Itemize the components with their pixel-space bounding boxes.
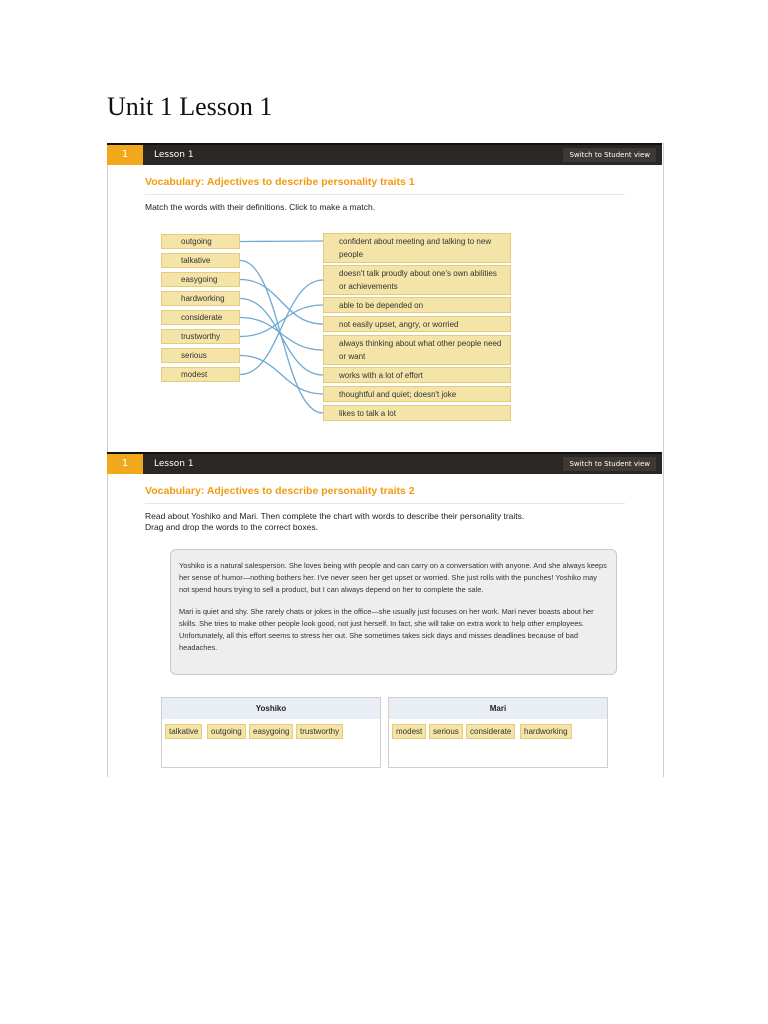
reading-passage — [170, 549, 617, 675]
exercise-number: 1 — [107, 145, 143, 165]
box-heading: Mari — [389, 698, 607, 719]
exercise-instruction — [145, 511, 524, 533]
match-definition[interactable]: works with a lot of effort — [323, 367, 511, 383]
drag-word-chip[interactable]: considerate — [466, 724, 515, 739]
match-word[interactable]: outgoing — [161, 234, 240, 249]
title-divider — [145, 503, 625, 504]
match-word[interactable]: trustworthy — [161, 329, 240, 344]
match-word[interactable]: hardworking — [161, 291, 240, 306]
match-definition[interactable]: likes to talk a lot — [323, 405, 511, 421]
match-definition[interactable]: doesn't talk proudly about one's own abilities or achievements — [323, 265, 511, 295]
drag-word-chip[interactable]: serious — [429, 724, 463, 739]
match-line — [240, 305, 323, 337]
instruction-line: Read about Yoshiko and Mari. Then complete the chart with words to describe their personality traits. — [145, 511, 525, 521]
lesson-header-bar-2 — [107, 452, 662, 474]
exercise-number: 1 — [107, 454, 143, 474]
exercise-title: Vocabulary: Adjectives to describe personality traits 1 — [145, 176, 415, 188]
instruction-line: Drag and drop the words to the correct boxes. — [145, 522, 318, 532]
match-definition[interactable]: able to be depended on — [323, 297, 511, 313]
match-word[interactable]: considerate — [161, 310, 240, 325]
box-heading: Yoshiko — [162, 698, 380, 719]
match-definition[interactable]: confident about meeting and talking to new people — [323, 233, 511, 263]
drag-word-chip[interactable]: trustworthy — [296, 724, 343, 739]
mari-drop-box[interactable] — [388, 697, 608, 768]
match-word[interactable]: modest — [161, 367, 240, 382]
match-line — [240, 241, 323, 242]
match-line — [240, 299, 323, 376]
drag-word-chip[interactable]: modest — [392, 724, 426, 739]
switch-to-student-view-button[interactable]: Switch to Student view — [563, 457, 656, 471]
document-title: Unit 1 Lesson 1 — [107, 92, 273, 121]
drag-word-chip[interactable]: talkative — [165, 724, 202, 739]
match-definition[interactable]: thoughtful and quiet; doesn't joke — [323, 386, 511, 402]
drag-word-chip[interactable]: outgoing — [207, 724, 246, 739]
match-word[interactable]: serious — [161, 348, 240, 363]
match-line — [240, 356, 323, 395]
drag-word-chip[interactable]: hardworking — [520, 724, 572, 739]
match-word[interactable]: talkative — [161, 253, 240, 268]
match-definition[interactable]: not easily upset, angry, or worried — [323, 316, 511, 332]
exercise-instruction: Match the words with their definitions. Click to make a match. — [145, 202, 376, 212]
lesson-label: Lesson 1 — [154, 150, 194, 160]
match-word[interactable]: easygoing — [161, 272, 240, 287]
match-line — [240, 280, 323, 375]
passage-paragraph: Yoshiko is a natural salesperson. She loves being with people and can carry on a conversation with anyone. And she always keeps her sense of humor—nothing bothers her. I've never seen her get upset or worried. She just rolls with the punches! Yoshiko may not spend hours trying to sell a product, but I can always depend on her to complete the sale. — [179, 561, 607, 595]
switch-to-student-view-button[interactable]: Switch to Student view — [563, 148, 656, 162]
drag-word-chip[interactable]: easygoing — [249, 724, 293, 739]
lesson-label: Lesson 1 — [154, 459, 194, 469]
passage-paragraph: Mari is quiet and shy. She rarely chats or jokes in the office—she usually just focuses on her work. Mari never boasts about her skills. She tries to make other people look good, not just herself. In fact, she will take on extra work to help other employees. Unfortunately, all this effort seems to stress her out. She sometimes takes sick days and misses deadlines because of bad headaches. — [179, 606, 594, 653]
exercise-title: Vocabulary: Adjectives to describe personality traits 2 — [145, 485, 415, 497]
yoshiko-drop-box[interactable] — [161, 697, 381, 768]
match-definition[interactable]: always thinking about what other people need or want — [323, 335, 511, 365]
